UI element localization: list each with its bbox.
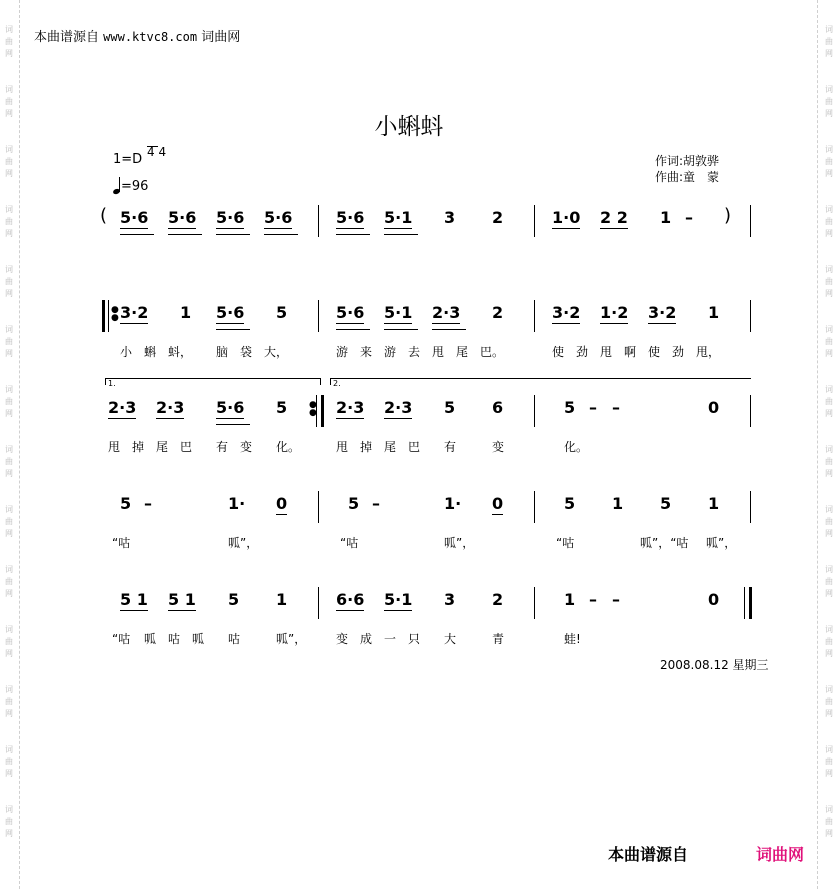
repeat-end-bar [321, 395, 324, 427]
note: 5 [660, 494, 672, 513]
watermark-group [825, 264, 833, 300]
watermark-char: 曲 [825, 817, 833, 826]
note-group: 5·1 [384, 303, 413, 322]
watermark-char: 词 [5, 385, 13, 394]
watermark-char: 曲 [5, 517, 13, 526]
note: 1· [228, 494, 246, 513]
lyric-syllable: 蚪， [168, 345, 193, 359]
lyric-syllable: 游 [384, 345, 397, 359]
lyric-syllable: “咕 [556, 536, 575, 550]
bar-line [750, 395, 751, 427]
lyric-syllable: “咕 [340, 536, 359, 550]
watermark-char: 曲 [5, 397, 13, 406]
watermark-char: 词 [825, 685, 833, 694]
lyric-syllable: 啊 [624, 345, 637, 359]
watermark-char: 曲 [5, 337, 13, 346]
lyric-syllable: 呱 [192, 632, 205, 646]
lyric-syllable: “咕 [112, 536, 131, 550]
watermark-group [825, 444, 833, 480]
note: 3 [444, 208, 456, 227]
watermark-group [825, 624, 833, 660]
watermark-char: 曲 [825, 97, 833, 106]
watermark-char: 曲 [825, 637, 833, 646]
note: 2 [492, 208, 504, 227]
lyric-syllable: 化。 [564, 440, 589, 454]
watermark-char: 网 [825, 409, 833, 418]
lyric-syllable: 化。 [276, 440, 301, 454]
watermark-char: 曲 [825, 397, 833, 406]
lyric-syllable: 呱”，“咕 [640, 536, 689, 550]
lyric-syllable: 尾 [384, 440, 397, 454]
note-group: 5·1 [384, 208, 413, 227]
note-group: 5·6 [264, 208, 293, 227]
note-group: 5·6 [216, 303, 245, 322]
watermark-char: 词 [5, 745, 13, 754]
watermark-char: 网 [5, 229, 13, 238]
watermark-group [825, 324, 833, 360]
volta-2-label: 2. [333, 379, 341, 388]
watermark-group [5, 324, 13, 360]
volta-1-label: 1. [108, 379, 116, 388]
watermark-char: 曲 [825, 37, 833, 46]
watermark-group [5, 744, 13, 780]
lyric-syllable: 一 [384, 632, 397, 646]
key-signature: 1=D [113, 152, 143, 167]
watermark-group [825, 804, 833, 840]
watermark-group [5, 384, 13, 420]
watermark-char: 网 [825, 649, 833, 658]
date-stamp: 2008.08.12 星期三 [660, 658, 769, 672]
note: 5 [348, 494, 360, 513]
watermark-char: 网 [5, 469, 13, 478]
watermark-group [5, 204, 13, 240]
note: 1 [564, 590, 576, 609]
watermark-char: 曲 [5, 637, 13, 646]
header-url[interactable]: www.ktvc8.com [103, 30, 198, 44]
bar-line [318, 491, 319, 523]
lyric-syllable: 咕 [168, 632, 181, 646]
watermark-char: 词 [825, 445, 833, 454]
dash: – [589, 590, 597, 609]
dash: – [372, 494, 380, 513]
time-signature [147, 145, 166, 159]
note: 5 [564, 494, 576, 513]
watermark-char: 曲 [825, 157, 833, 166]
watermark-char: 词 [5, 565, 13, 574]
note-group: 3·2 [552, 303, 581, 322]
lyric-syllable: 巴。 [480, 345, 505, 359]
score-row-4 [100, 491, 760, 521]
watermark-char: 网 [825, 349, 833, 358]
lyric-syllable: 青 [492, 632, 505, 646]
watermark-char: 网 [825, 769, 833, 778]
watermark-char: 网 [825, 289, 833, 298]
bar-line [318, 587, 319, 619]
watermark-char: 词 [5, 85, 13, 94]
watermark-char: 曲 [825, 457, 833, 466]
note: 3 [444, 590, 456, 609]
bar-line [318, 205, 319, 237]
repeat-dots: ● ● [111, 305, 119, 323]
time-top: 4 [147, 145, 155, 159]
note: 0 [492, 494, 504, 513]
score-row-2 [100, 300, 760, 330]
time-bottom: 4 [158, 145, 167, 159]
note-group: 5 1 [168, 590, 196, 609]
note-group: 2·3 [336, 398, 365, 417]
lyric-syllable: 咕 [228, 632, 241, 646]
watermark-char: 曲 [5, 277, 13, 286]
header-site: 词曲网 [201, 30, 241, 45]
watermark-char: 词 [5, 805, 13, 814]
watermark-char: 网 [825, 589, 833, 598]
note: 0 [708, 590, 720, 609]
note-group: 5·6 [336, 303, 365, 322]
lyric-syllable: 大， [264, 345, 289, 359]
watermark-char: 曲 [825, 217, 833, 226]
note-group: 3·2 [120, 303, 149, 322]
lyric-syllable: 呱 [144, 632, 157, 646]
lyric-syllable: 呱”， [228, 536, 259, 550]
watermark-char: 网 [5, 109, 13, 118]
watermark-group [5, 504, 13, 540]
watermark-group [5, 24, 13, 60]
watermark-char: 词 [825, 25, 833, 34]
watermark-char: 词 [5, 505, 13, 514]
watermark-char: 曲 [5, 97, 13, 106]
watermark-char: 词 [825, 385, 833, 394]
dash: – [589, 398, 597, 417]
watermark-group [825, 384, 833, 420]
note: 0 [276, 494, 288, 513]
watermark-char: 网 [5, 649, 13, 658]
note-group: 5·6 [216, 398, 245, 417]
note-group: 2 2 [600, 208, 628, 227]
note-group: 5 1 [120, 590, 148, 609]
note-group: 2·3 [384, 398, 413, 417]
header-source-prefix: 本曲谱源自 [34, 30, 100, 45]
lyric-syllable: 袋 [240, 345, 253, 359]
watermark-char: 曲 [5, 217, 13, 226]
note: 1· [444, 494, 462, 513]
watermark-char: 网 [825, 469, 833, 478]
watermark-char: 词 [825, 265, 833, 274]
watermark-char: 词 [825, 625, 833, 634]
note-group: 5·6 [120, 208, 149, 227]
watermark-group [5, 804, 13, 840]
watermark-char: 词 [825, 565, 833, 574]
note: 1 [180, 303, 192, 322]
note: 0 [708, 398, 720, 417]
watermark-group [5, 684, 13, 720]
bar-line [534, 587, 535, 619]
dash: – [144, 494, 152, 513]
lyric-syllable: 掉 [360, 440, 373, 454]
open-paren: ( [100, 205, 108, 226]
repeat-start-bar [102, 300, 105, 332]
watermark-char: 曲 [5, 697, 13, 706]
watermark-char: 网 [825, 109, 833, 118]
lyric-syllable: 使 [552, 345, 565, 359]
watermark-char: 曲 [825, 517, 833, 526]
tempo-value: =96 [121, 179, 149, 194]
lyric-syllable: 脑 [216, 345, 229, 359]
note-group: 3·2 [648, 303, 677, 322]
song-title: 小蝌蚪 [374, 114, 444, 140]
watermark-char: 曲 [5, 577, 13, 586]
watermark-char: 曲 [825, 337, 833, 346]
lyric-syllable: 尾 [456, 345, 469, 359]
lyric-syllable: 呱”， [444, 536, 475, 550]
watermark-group [5, 624, 13, 660]
lyric-syllable: 来 [360, 345, 373, 359]
watermark-char: 词 [5, 145, 13, 154]
watermark-char: 曲 [825, 697, 833, 706]
watermark-char: 网 [5, 409, 13, 418]
bar-line [534, 395, 535, 427]
lyric-syllable: 掉 [132, 440, 145, 454]
bar-line [534, 300, 535, 332]
watermark-char: 曲 [5, 37, 13, 46]
watermark-char: 网 [825, 229, 833, 238]
watermark-char: 词 [825, 745, 833, 754]
watermark-char: 词 [825, 805, 833, 814]
repeat-dots: ● ● [309, 400, 317, 418]
watermark-char: 词 [5, 445, 13, 454]
note: 5 [444, 398, 456, 417]
watermark-char: 网 [5, 589, 13, 598]
bar-line [750, 300, 751, 332]
lyric-syllable: “咕 [112, 632, 131, 646]
bar-line [750, 491, 751, 523]
lyric-syllable: 去 [408, 345, 421, 359]
final-bar [749, 587, 752, 619]
watermark-group [825, 144, 833, 180]
lyric-syllable: 蛙! [564, 632, 581, 646]
score-row-1 [100, 205, 760, 235]
note: 1 [612, 494, 624, 513]
tempo-marking [113, 176, 148, 194]
dash: – [612, 398, 620, 417]
watermark-char: 词 [5, 625, 13, 634]
lyric-syllable: 大 [444, 632, 457, 646]
watermark-char: 网 [5, 829, 13, 838]
bar-line [534, 491, 535, 523]
watermark-group [825, 24, 833, 60]
volta-2 [330, 378, 751, 388]
watermark-char: 词 [5, 685, 13, 694]
watermark-char: 网 [825, 169, 833, 178]
lyric-syllable: 呱”， [276, 632, 307, 646]
watermark-group [5, 564, 13, 600]
bar-line [318, 300, 319, 332]
composer: 作曲:童 蒙 [655, 170, 720, 184]
watermark-group [5, 144, 13, 180]
watermark-char: 曲 [5, 457, 13, 466]
watermark-char: 词 [825, 505, 833, 514]
lyric-syllable: 小 [120, 345, 133, 359]
watermark-group [825, 744, 833, 780]
lyric-syllable: 有 [216, 440, 229, 454]
lyric-syllable: 变 [336, 632, 349, 646]
watermark-char: 曲 [5, 157, 13, 166]
watermark-char: 词 [5, 205, 13, 214]
note-group: 5·6 [216, 208, 245, 227]
watermark-group [825, 504, 833, 540]
note: 5 [276, 398, 288, 417]
note-group: 2·3 [108, 398, 137, 417]
watermark-char: 词 [825, 325, 833, 334]
bar-line [108, 300, 109, 332]
lyric-syllable: 蝌 [144, 345, 157, 359]
dash: – [685, 208, 693, 227]
watermark-char: 网 [5, 709, 13, 718]
lyric-syllable: 劲 [576, 345, 589, 359]
bar-line [744, 587, 745, 619]
note: 5 [276, 303, 288, 322]
watermark-char: 网 [5, 769, 13, 778]
watermark-char: 词 [825, 205, 833, 214]
score-row-5 [100, 587, 760, 617]
note: 5 [120, 494, 132, 513]
lyricist: 作词:胡敦骅 [655, 154, 720, 168]
lyric-syllable: 劲 [672, 345, 685, 359]
note: 1 [660, 208, 672, 227]
watermark-char: 网 [825, 829, 833, 838]
note: 6 [492, 398, 504, 417]
watermark-char: 曲 [825, 277, 833, 286]
footer-source: 本曲谱源自 [608, 845, 689, 864]
lyric-syllable: 呱”， [706, 536, 737, 550]
header-source [34, 26, 240, 45]
note-group: 6·6 [336, 590, 365, 609]
watermark-char: 曲 [5, 757, 13, 766]
watermark-char: 曲 [825, 757, 833, 766]
watermark-char: 网 [5, 169, 13, 178]
lyric-syllable: 成 [360, 632, 373, 646]
note-group: 5·1 [384, 590, 413, 609]
lyric-syllable: 甩 [336, 440, 349, 454]
lyric-syllable: 有 [444, 440, 457, 454]
watermark-group [825, 204, 833, 240]
watermark-char: 曲 [825, 577, 833, 586]
watermark-char: 网 [825, 709, 833, 718]
note-group: 1·0 [552, 208, 581, 227]
watermark-char: 网 [5, 529, 13, 538]
watermark-group [5, 264, 13, 300]
lyric-syllable: 甩 [600, 345, 613, 359]
bar-line [534, 205, 535, 237]
watermark-char: 网 [5, 289, 13, 298]
note: 1 [708, 303, 720, 322]
watermark-char: 词 [5, 25, 13, 34]
lyric-syllable: 甩 [108, 440, 121, 454]
watermark-char: 词 [825, 145, 833, 154]
watermark-char: 网 [825, 49, 833, 58]
watermark-char: 曲 [5, 817, 13, 826]
close-paren: ) [724, 205, 732, 226]
watermark-char: 网 [5, 49, 13, 58]
footer-site-logo[interactable]: 词曲网 [756, 845, 805, 864]
note-group: 2·3 [432, 303, 461, 322]
lyric-syllable: 巴 [180, 440, 193, 454]
lyric-syllable: 甩， [696, 345, 721, 359]
note: 2 [492, 590, 504, 609]
note-group: 2·3 [156, 398, 185, 417]
quarter-note-icon [113, 176, 121, 194]
lyric-syllable: 使 [648, 345, 661, 359]
lyric-syllable: 甩 [432, 345, 445, 359]
score-row-3 [100, 395, 760, 425]
note-group: 1·2 [600, 303, 629, 322]
lyric-syllable: 只 [408, 632, 421, 646]
watermark-char: 词 [5, 325, 13, 334]
credits [655, 153, 719, 185]
note: 1 [708, 494, 720, 513]
lyric-syllable: 巴 [408, 440, 421, 454]
watermark-char: 词 [825, 85, 833, 94]
lyric-syllable: 变 [492, 440, 505, 454]
watermark-char: 网 [5, 349, 13, 358]
note: 5 [564, 398, 576, 417]
watermark-char: 网 [825, 529, 833, 538]
note: 1 [276, 590, 288, 609]
note: 5 [228, 590, 240, 609]
dash: – [612, 590, 620, 609]
lyric-syllable: 尾 [156, 440, 169, 454]
note-group: 5·6 [336, 208, 365, 227]
watermark-char: 词 [5, 265, 13, 274]
watermark-group [5, 444, 13, 480]
watermark-group [825, 84, 833, 120]
watermark-group [825, 684, 833, 720]
lyric-syllable: 游 [336, 345, 349, 359]
bar-line [750, 205, 751, 237]
lyric-syllable: 变 [240, 440, 253, 454]
note: 2 [492, 303, 504, 322]
right-watermark [822, 0, 836, 889]
note-group: 5·6 [168, 208, 197, 227]
bar-line [316, 395, 317, 427]
volta-1 [105, 378, 321, 388]
watermark-group [825, 564, 833, 600]
